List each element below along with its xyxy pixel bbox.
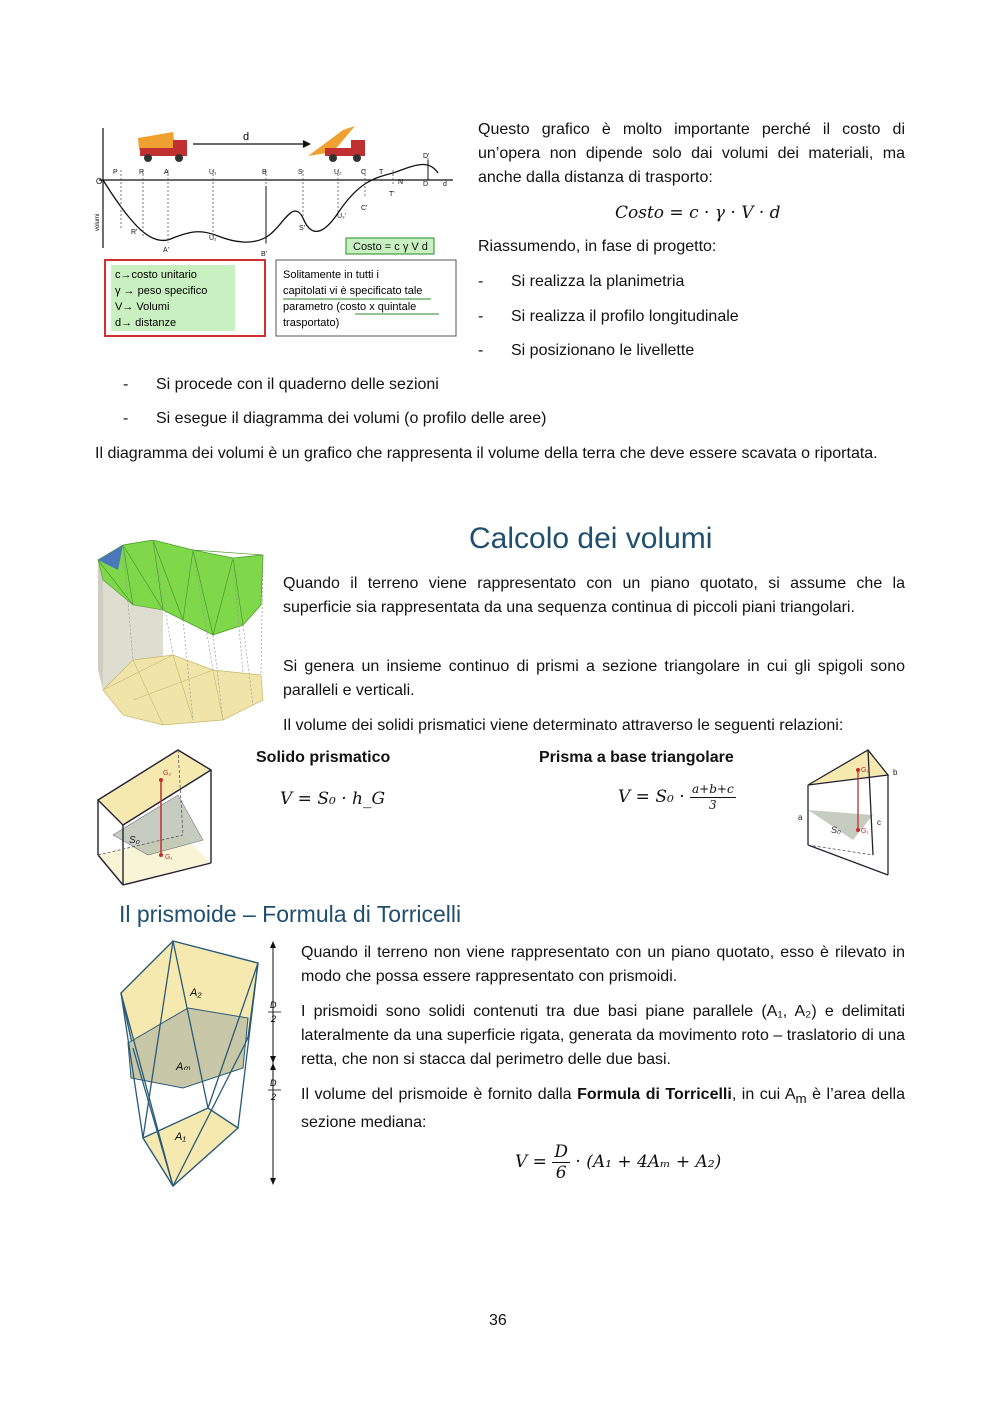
cost-box-label: Costo = c γ V d — [353, 241, 428, 253]
solid-prism-formula: V = S₀ · h_G — [280, 789, 386, 809]
svg-text:U₂: U₂ — [334, 169, 342, 176]
truck-icon-right — [308, 126, 365, 162]
section-title-calcolo: Calcolo dei volumi — [469, 522, 713, 555]
legend-item-c: c→costo unitario — [115, 269, 197, 281]
note-line: parametro (costo x quintale — [283, 301, 417, 313]
solid-prism-title: Solido prismatico — [256, 749, 391, 766]
svg-text:T': T' — [389, 191, 395, 198]
legend-item-v: V→ Volumi — [115, 301, 170, 313]
section3-para1: Quando il terreno non viene rappresentato con un piano quotato, esso è rilevato in modo che possa essere rappresentato con prismoidi. — [301, 944, 905, 985]
legend-item-d: d→ distanze — [115, 317, 177, 329]
section3-para3: Il volume del prismoide è fornito dalla Formula di Torricelli, in cui $A_m$ è l’area della sezione mediana: — [301, 1086, 906, 1132]
summary-intro: Riassumendo, in fase di progetto: — [478, 238, 717, 255]
svg-text:S: S — [298, 169, 303, 176]
a-label: a — [798, 813, 803, 822]
section3-para2: I prismoidi sono solidi contenuti tra due basi piane parallele (A₁, A₂) e delimitati lateralmente da una superficie rigata, generata da movimento roto – traslatorio di una retta, che non si stacca dal perimetro delle due basi. — [301, 1003, 905, 1068]
d-label: D — [270, 1000, 277, 1010]
legend-item-gamma: γ → peso specifico — [115, 285, 208, 297]
b-label: b — [893, 768, 898, 777]
svg-text:S': S' — [299, 225, 306, 232]
d-label: D — [270, 1078, 277, 1088]
section2-para3: Il volume dei solidi prismatici viene determinato attraverso le seguenti relazioni: — [283, 717, 844, 734]
volume-diagram-paragraph: Il diagramma dei volumi è un grafico che rappresenta il volume della terra che deve essere scavata o riportata. — [95, 445, 878, 462]
svg-text:R': R' — [131, 229, 138, 236]
svg-text:U₂': U₂' — [337, 213, 347, 220]
note-line: Solitamente in tutti i — [283, 269, 379, 281]
mass-haul-figure — [93, 118, 463, 343]
g1-label: G₁ — [165, 854, 173, 861]
a1-label: A₁ — [175, 1131, 186, 1143]
distance-label: d — [243, 131, 250, 143]
g1-label: G₁ — [861, 828, 869, 835]
terrain-prisms-figure — [93, 540, 268, 730]
am-label: Aₘ — [176, 1061, 191, 1073]
svg-text:C: C — [361, 169, 367, 176]
half-label: 2 — [271, 1092, 277, 1102]
s0-label: S₀ — [129, 835, 140, 846]
solid-prism-figure — [93, 745, 243, 893]
section2-para2: Si genera un insieme continuo di prismi a sezione triangolare in cui gli spigoli sono paralleli e verticali. — [283, 658, 905, 699]
svg-text:B': B' — [261, 251, 268, 258]
svg-text:O: O — [96, 177, 103, 186]
note-line: capitolati vi è specificato tale — [283, 285, 423, 297]
g2-label: G₂ — [163, 770, 172, 777]
section-title-prismoide: Il prismoide – Formula di Torricelli — [119, 901, 462, 927]
truck-icon-left — [138, 132, 187, 162]
page-number: 36 — [489, 1312, 507, 1329]
half-label: 2 — [271, 1014, 277, 1024]
svg-text:U₁': U₁' — [209, 235, 218, 242]
svg-text:N: N — [398, 179, 404, 186]
a2-label: A₂ — [190, 987, 202, 999]
note-line: trasportato) — [283, 317, 340, 329]
svg-text:T: T — [379, 169, 384, 176]
svg-text:volumi: volumi — [95, 213, 101, 231]
svg-text:A': A' — [163, 247, 170, 254]
torricelli-formula: V = $\frac{D}{6}$ · (A₁ + 4Aₘ + A₂) — [515, 1142, 722, 1183]
svg-text:B: B — [262, 169, 267, 176]
svg-text:C': C' — [361, 205, 368, 212]
svg-text:D': D' — [423, 153, 430, 160]
svg-text:d: d — [443, 181, 447, 188]
svg-text:U₁: U₁ — [209, 169, 217, 176]
intro-paragraph: Questo grafico è molto importante perché il costo di un’opera non dipende solo dai volumi dei materiali, ma anche dalla distanza di trasporto: — [478, 121, 905, 186]
triangular-prism-formula: V = S₀ · $\frac{a+b+c}{3}$ — [618, 782, 734, 812]
svg-text:A: A — [164, 169, 169, 176]
cost-formula: Costo = c · γ · V · d — [615, 203, 781, 223]
svg-text:D: D — [423, 181, 429, 188]
triangular-prism-title: Prisma a base triangolare — [539, 749, 734, 766]
c-label: c — [877, 818, 881, 827]
g2-label: G₂ — [861, 767, 870, 774]
svg-text:R: R — [139, 169, 145, 176]
prismoid-figure — [113, 938, 288, 1190]
s0-label: S₀ — [831, 825, 841, 835]
svg-text:P: P — [113, 169, 118, 176]
triangular-prism-figure — [793, 745, 905, 880]
section2-para1: Quando il terreno viene rappresentato con un piano quotato, si assume che la superficie sia rappresentata da una sequenza continua di piccoli piani triangolari. — [283, 575, 905, 616]
